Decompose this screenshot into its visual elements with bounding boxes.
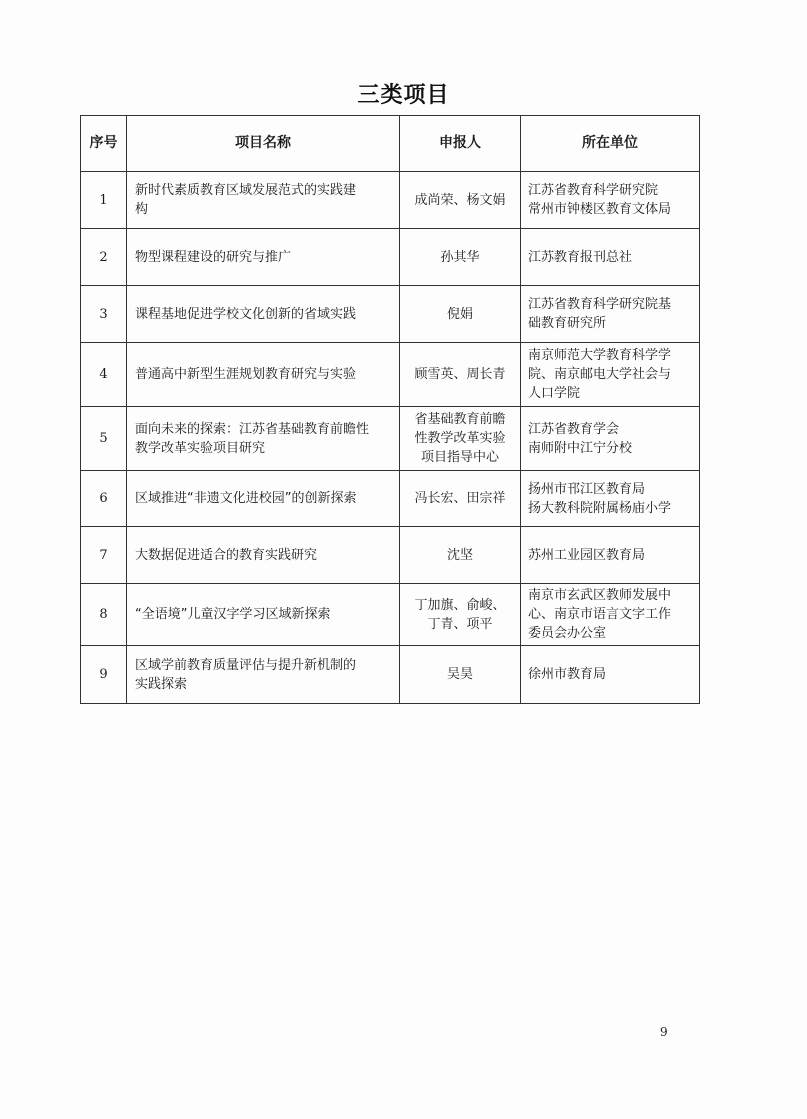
row-unit: 江苏教育报刊总社 [521, 229, 700, 286]
row-applicant: 吴昊 [400, 646, 521, 704]
page-title: 三类项目 [357, 83, 450, 108]
row-project-name: 区域推进“非遗文化进校园”的创新探索 [127, 471, 400, 527]
row-num: 7 [81, 527, 127, 584]
row-project-name: 物型课程建设的研究与推广 [127, 229, 400, 286]
row-applicant: 倪娟 [400, 286, 521, 343]
row-num: 3 [81, 286, 127, 343]
row-num: 2 [81, 229, 127, 286]
row-applicant: 成尚荣、杨文娟 [400, 172, 521, 229]
row-num: 9 [81, 646, 127, 704]
row-num: 4 [81, 343, 127, 407]
header-num: 序号 [81, 116, 127, 172]
table-row [81, 527, 700, 584]
table-row [81, 343, 700, 407]
header-unit: 所在单位 [521, 116, 700, 172]
row-project-name: “全语境”儿童汉字学习区域新探索 [127, 584, 400, 646]
row-unit: 江苏省教育科学研究院基 础教育研究所 [521, 286, 700, 343]
table-row [81, 407, 700, 471]
row-applicant: 沈坚 [400, 527, 521, 584]
header-applicant: 申报人 [400, 116, 521, 172]
row-unit: 扬州市邗江区教育局 扬大教科院附属杨庙小学 [521, 471, 700, 527]
row-project-name: 普通高中新型生涯规划教育研究与实验 [127, 343, 400, 407]
row-num: 5 [81, 407, 127, 471]
row-unit: 江苏省教育科学研究院 常州市钟楼区教育文体局 [521, 172, 700, 229]
row-project-name: 区域学前教育质量评估与提升新机制的 实践探索 [127, 646, 400, 704]
header-name: 项目名称 [127, 116, 400, 172]
table-row [81, 172, 700, 229]
row-project-name: 新时代素质教育区域发展范式的实践建 构 [127, 172, 400, 229]
table-header-row [81, 116, 700, 172]
row-unit: 南京市玄武区教师发展中 心、南京市语言文字工作 委员会办公室 [521, 584, 700, 646]
row-applicant: 省基础教育前瞻 性教学改革实验 项目指导中心 [400, 407, 521, 471]
row-unit: 南京师范大学教育科学学 院、南京邮电大学社会与 人口学院 [521, 343, 700, 407]
row-unit: 苏州工业园区教育局 [521, 527, 700, 584]
row-num: 8 [81, 584, 127, 646]
row-num: 6 [81, 471, 127, 527]
table-row [81, 471, 700, 527]
row-applicant: 丁加旗、俞峻、 丁青、项平 [400, 584, 521, 646]
table-row [81, 584, 700, 646]
row-num: 1 [81, 172, 127, 229]
row-unit: 江苏省教育学会 南师附中江宁分校 [521, 407, 700, 471]
row-unit: 徐州市教育局 [521, 646, 700, 704]
row-applicant: 顾雪英、周长青 [400, 343, 521, 407]
row-project-name: 大数据促进适合的教育实践研究 [127, 527, 400, 584]
page-number: 9 [660, 1025, 668, 1039]
row-project-name: 课程基地促进学校文化创新的省域实践 [127, 286, 400, 343]
row-applicant: 孙其华 [400, 229, 521, 286]
row-applicant: 冯长宏、田宗祥 [400, 471, 521, 527]
table-row [81, 646, 700, 704]
table-row [81, 286, 700, 343]
projects-table [80, 115, 700, 704]
table-row [81, 229, 700, 286]
row-project-name: 面向未来的探索：江苏省基础教育前瞻性 教学改革实验项目研究 [127, 407, 400, 471]
